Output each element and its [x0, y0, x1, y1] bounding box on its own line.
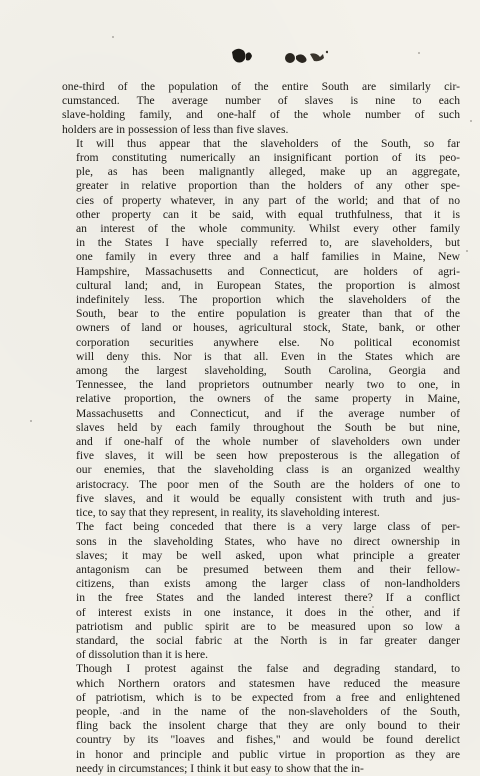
text-line: indefinitely less. The proportion which the slaveholders of the — [76, 293, 460, 307]
text-line: needy in circumstances; I think it but easy to show that the in- — [76, 761, 364, 775]
text-line: slave-holding family, and one-half of the whole number of such — [62, 108, 460, 122]
text-line: an interest of the whole community. Whilst every other family — [76, 222, 460, 236]
text-line: ple, as has been malignantly alleged, make up an aggregate, — [76, 165, 460, 179]
text-line: Hampshire, Massachusetts and Connecticut, are holders of agri- — [76, 264, 460, 278]
text-line: which Northern orators and statesmen have reduced the measure — [76, 676, 460, 690]
text-line: cumstanced. The average number of slaves is nine to each — [62, 94, 460, 108]
text-line: one-third of the population of the entire South are similarly cir- — [62, 80, 460, 93]
text-line: antagonism can be presumed between them and their fellow- — [76, 562, 460, 576]
paper-speck — [470, 120, 472, 122]
text-line: Tennessee, the land proprietors outnumber nearly two to one, in — [76, 378, 460, 392]
paper-speck — [372, 606, 374, 608]
text-line: will deny this. Nor is that all. Even in the States which are — [76, 349, 460, 363]
ink-blot-mark — [228, 44, 328, 70]
paper-speck — [30, 420, 32, 422]
text-line: of patriotism, which is to be expected from a free and enlightened — [76, 690, 460, 704]
text-line: aristocracy. The poor men of the South are the holders of one to — [76, 477, 460, 491]
text-line: slaves held by each family throughout the South be but nine, — [76, 420, 460, 434]
text-line: tice, to say that they represent, in reality, its slaveholding interest. — [76, 506, 380, 520]
paragraph — [62, 137, 460, 520]
text-line: in the States I have specially referred to, are slaveholders, but — [76, 236, 460, 250]
paper-speck — [120, 712, 122, 714]
text-line: citizens, than exists among the larger class of non-landholders — [76, 577, 460, 591]
text-line: of dissolution than it is here. — [76, 648, 209, 662]
paragraph — [62, 80, 460, 137]
text-line: cies of property whatever, in any part of the world; and that of no — [76, 193, 460, 207]
text-line: owners of land or houses, agricultural stock, State, bank, or other — [76, 321, 460, 335]
text-line: five slaves, it will be seen how preposterous is the allegation of — [76, 449, 460, 463]
text-line: standard, the social fabric at the North is in far greater danger — [76, 633, 460, 647]
text-line: in the free States and the landed interest there? If a conflict — [76, 591, 460, 605]
text-line: one family in every three and a half families in Maine, New — [76, 250, 460, 264]
text-line: Though I protest against the false and degrading standard, to — [76, 662, 460, 676]
text-line: slaves; it may be well asked, upon what principle a greater — [76, 548, 460, 562]
body-text — [62, 80, 460, 776]
text-line: of interest exists in one instance, it does in the other, and if — [76, 605, 460, 619]
text-line: in honor and principle and public virtue in proportion as they are — [76, 747, 460, 761]
text-line: fling back the insolent charge that they are only bound to their — [76, 719, 460, 733]
text-line: among the largest slaveholding, South Carolina, Georgia and — [76, 364, 460, 378]
text-line: cultural land; and, in European States, the proportion is almost — [76, 278, 460, 292]
text-line: corporation securities anywhere else. No political economist — [76, 335, 460, 349]
text-line: sons in the slaveholding States, who have no direct ownership in — [76, 534, 460, 548]
paper-speck — [418, 52, 420, 54]
text-line: greater in relative proportion than the holders of any other spe- — [76, 179, 460, 193]
text-line: from constituting numerically an insignificant portion of its peo- — [76, 151, 460, 165]
text-line: South, bear to the entire population is greater than that of the — [76, 307, 460, 321]
text-line: five slaves, and it would be equally consistent with truth and jus- — [76, 491, 460, 505]
text-line: people, and in the name of the non-slaveholders of the South, — [76, 704, 460, 718]
text-line: The fact being conceded that there is a very large class of per- — [76, 520, 460, 534]
text-line: country by its "loaves and fishes," and would be found derelict — [76, 733, 460, 747]
text-line: our enemies, that the slaveholding class is an organized wealthy — [76, 463, 460, 477]
text-line: other property can it be said, with equal truthfulness, that it is — [76, 207, 460, 221]
paper-speck — [112, 36, 114, 38]
text-line: holders are in possession of less than five slaves. — [62, 122, 289, 136]
text-line: relative proportion, the owners of the same property in Maine, — [76, 392, 460, 406]
text-line: It will thus appear that the slaveholders of the South, so far — [76, 136, 460, 150]
text-line: and if one-half of the whole number of slaveholders own under — [76, 435, 460, 449]
text-line: patriotism and public spirit are to be measured upon so low a — [76, 619, 460, 633]
paragraph — [62, 520, 460, 662]
text-line: Massachusetts and Connecticut, and if the average number of — [76, 406, 460, 420]
paper-speck — [466, 250, 468, 252]
paragraph — [62, 662, 460, 776]
